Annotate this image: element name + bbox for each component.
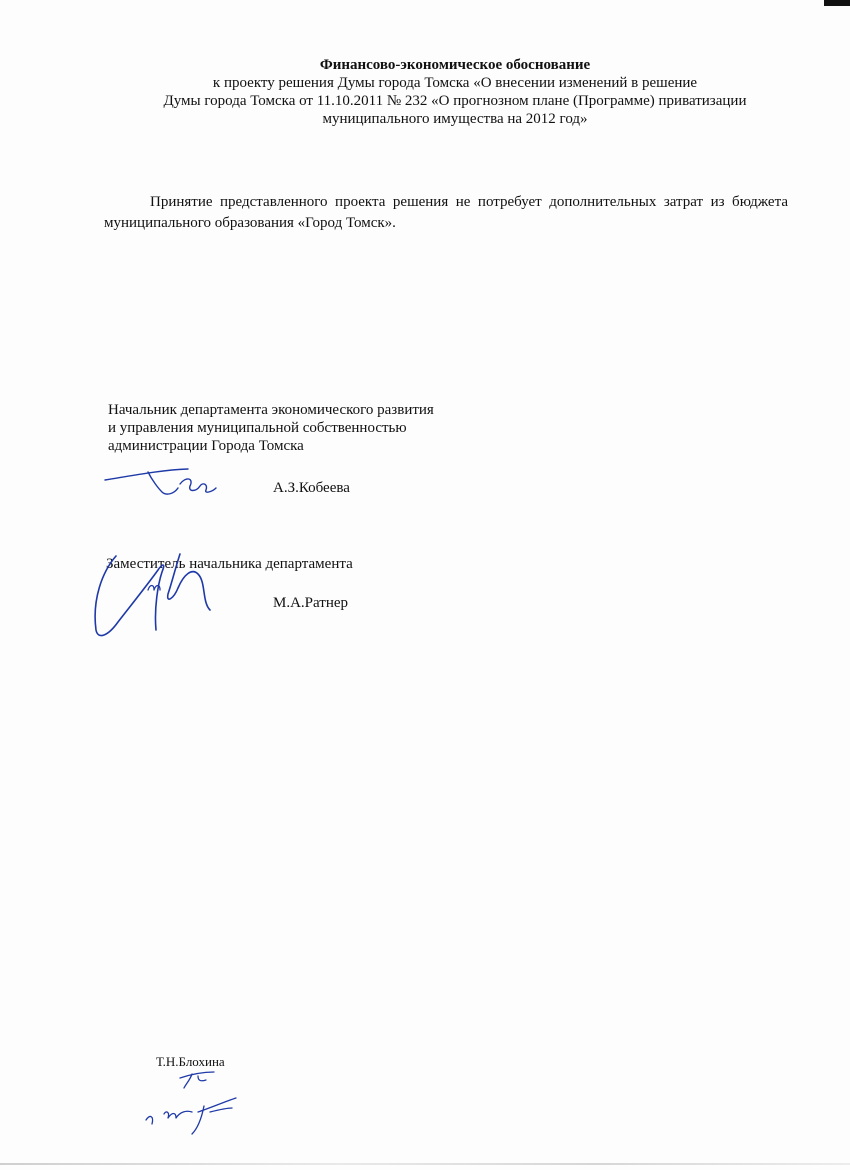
executor-name: Т.Н.Блохина [156,1054,225,1069]
signatory-title-line: и управления муниципальной собственностью [108,420,407,436]
signatory-2-name: М.А.Ратнер [273,595,349,611]
signatory-title-line: администрации Города Томска [108,438,304,454]
signatory-1-title [108,401,434,455]
document-header [60,56,850,128]
scan-corner-mark [824,0,850,6]
subtitle-line: Думы города Томска от 11.10.2011 № 232 «О прогнозном плане (Программе) приватизации [163,93,747,109]
document-heading: Финансово-экономическое обоснование [319,57,591,73]
executor-signature-image [140,1066,250,1136]
signatory-1-name: А.З.Кобеева [273,480,350,496]
signature-2-image [88,548,228,643]
signatory-title-line: Начальник департамента экономического развития [108,402,434,418]
subtitle-line: к проекту решения Думы города Томска «О внесении изменений в решение [212,75,698,91]
body-paragraph: Принятие представленного проекта решения не потребует дополнительных затрат из бюджета муниципального образования «Город Томск». [104,194,788,231]
scan-bottom-edge [0,1163,850,1165]
subtitle-line: муниципального имущества на 2012 год» [322,111,588,127]
signature-1-image [100,462,230,502]
signatory-title-line: Заместитель начальника департамента [106,556,353,572]
